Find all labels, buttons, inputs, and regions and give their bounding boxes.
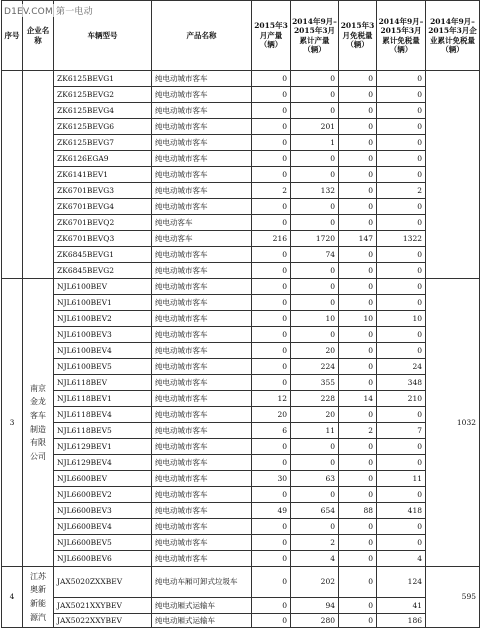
product-name-cell: 纯电动城市客车 [152, 71, 252, 87]
table-row [2, 598, 480, 614]
model-code-cell: ZK6125BEVG6 [54, 119, 152, 135]
tax-cum-cell: 418 [377, 503, 426, 519]
company-name-cell [23, 71, 54, 279]
prod-mar-cell: 0 [252, 71, 291, 87]
model-code-cell: NJL6100BEV2 [54, 311, 152, 327]
prod-mar-cell: 0 [252, 295, 291, 311]
model-code-cell: NJL6600BEV2 [54, 487, 152, 503]
tax-cum-cell: 0 [377, 119, 426, 135]
company-name-cell: 南京金龙客车制造有限公司 [23, 279, 54, 567]
product-name-cell: 纯电动城市客车 [152, 199, 252, 215]
model-code-cell: ZK6845BEVG2 [54, 263, 152, 279]
prod-mar-cell: 0 [252, 535, 291, 551]
prod-mar-cell: 6 [252, 423, 291, 439]
tax-cum-cell: 0 [377, 439, 426, 455]
tax-cum-cell: 1322 [377, 231, 426, 247]
product-name-cell: 纯电动厢式运输车 [152, 598, 252, 614]
prod-cum-cell: 0 [291, 263, 339, 279]
table-row [2, 295, 480, 311]
tax-cum-cell: 348 [377, 375, 426, 391]
tax-cum-cell: 0 [377, 247, 426, 263]
model-code-cell: NJL6100BEV4 [54, 343, 152, 359]
product-name-cell: 纯电动城市客车 [152, 487, 252, 503]
model-code-cell: NJL6100BEV3 [54, 327, 152, 343]
tax-mar-cell: 0 [339, 407, 377, 423]
model-code-cell: NJL6600BEV5 [54, 535, 152, 551]
header-company: 企业名称 [23, 1, 54, 71]
product-name-cell: 纯电动城市客车 [152, 343, 252, 359]
prod-cum-cell: 0 [291, 199, 339, 215]
table-row [2, 199, 480, 215]
tax-mar-cell: 2 [339, 423, 377, 439]
company-total-cell: 595 [426, 567, 480, 628]
product-name-cell: 纯电动城市客车 [152, 407, 252, 423]
tax-cum-cell: 0 [377, 151, 426, 167]
model-code-cell: JAX5021XXYBEV [54, 598, 152, 614]
product-name-cell: 纯电动城市客车 [152, 311, 252, 327]
prod-cum-cell: 63 [291, 471, 339, 487]
tax-mar-cell: 0 [339, 359, 377, 375]
tax-cum-cell: 4 [377, 551, 426, 567]
table-row [2, 535, 480, 551]
model-code-cell: NJL6118BEV [54, 375, 152, 391]
prod-mar-cell: 0 [252, 87, 291, 103]
tax-mar-cell: 0 [339, 327, 377, 343]
product-name-cell: 纯电动城市客车 [152, 359, 252, 375]
model-code-cell: NJL6600BEV4 [54, 519, 152, 535]
tax-mar-cell: 0 [339, 167, 377, 183]
model-code-cell: NJL6118BEV4 [54, 407, 152, 423]
product-name-cell: 纯电动城市客车 [152, 151, 252, 167]
prod-mar-cell: 0 [252, 263, 291, 279]
model-code-cell: NJL6129BEV1 [54, 439, 152, 455]
product-name-cell: 纯电动城市客车 [152, 375, 252, 391]
model-code-cell: NJL6118BEV5 [54, 423, 152, 439]
prod-mar-cell: 216 [252, 231, 291, 247]
tax-cum-cell: 210 [377, 391, 426, 407]
model-code-cell: NJL6100BEV1 [54, 295, 152, 311]
prod-mar-cell: 0 [252, 103, 291, 119]
product-name-cell: 纯电动城市客车 [152, 263, 252, 279]
table-row [2, 407, 480, 423]
model-code-cell: ZK6125BEVG2 [54, 87, 152, 103]
header-tax-cum: 2014年9月–2015年3月累计免税量（辆） [377, 1, 426, 71]
tax-cum-cell: 7 [377, 423, 426, 439]
seq-cell [2, 71, 23, 279]
table-row [2, 167, 480, 183]
prod-cum-cell: 0 [291, 87, 339, 103]
company-total-cell [426, 71, 480, 279]
prod-mar-cell: 0 [252, 247, 291, 263]
prod-cum-cell: 94 [291, 598, 339, 614]
model-code-cell: ZK6125BEVG1 [54, 71, 152, 87]
header-prod-cum: 2014年9月–2015年3月累计产量（辆） [291, 1, 339, 71]
product-name-cell: 纯电动城市客车 [152, 183, 252, 199]
tax-mar-cell: 147 [339, 231, 377, 247]
prod-mar-cell: 0 [252, 519, 291, 535]
prod-mar-cell: 0 [252, 551, 291, 567]
tax-cum-cell: 0 [377, 487, 426, 503]
prod-mar-cell: 0 [252, 119, 291, 135]
tax-mar-cell: 0 [339, 263, 377, 279]
table-row [2, 183, 480, 199]
prod-mar-cell: 0 [252, 199, 291, 215]
prod-cum-cell: 201 [291, 119, 339, 135]
tax-mar-cell: 0 [339, 471, 377, 487]
tax-cum-cell: 10 [377, 311, 426, 327]
tax-cum-cell: 0 [377, 215, 426, 231]
product-name-cell: 纯电动城市客车 [152, 423, 252, 439]
table-row [2, 375, 480, 391]
table-row [2, 87, 480, 103]
tax-cum-cell: 124 [377, 567, 426, 598]
prod-cum-cell: 0 [291, 439, 339, 455]
prod-cum-cell: 228 [291, 391, 339, 407]
table-row [2, 567, 480, 598]
table-row [2, 151, 480, 167]
prod-cum-cell: 11 [291, 423, 339, 439]
company-total-cell: 1032 [426, 279, 480, 567]
product-name-cell: 纯电动城市客车 [152, 119, 252, 135]
watermark: D1EV.COM 第一电动 [2, 4, 95, 17]
prod-cum-cell: 202 [291, 567, 339, 598]
tax-mar-cell: 0 [339, 103, 377, 119]
tax-mar-cell: 0 [339, 279, 377, 295]
prod-cum-cell: 0 [291, 519, 339, 535]
prod-cum-cell: 20 [291, 407, 339, 423]
tax-mar-cell: 0 [339, 199, 377, 215]
prod-mar-cell: 0 [252, 151, 291, 167]
tax-cum-cell: 41 [377, 598, 426, 614]
prod-mar-cell: 0 [252, 598, 291, 614]
prod-cum-cell: 0 [291, 295, 339, 311]
tax-cum-cell: 11 [377, 471, 426, 487]
header-company-total: 2014年9月–2015年3月企业累计免税量（辆） [426, 1, 480, 71]
tax-cum-cell: 0 [377, 327, 426, 343]
model-code-cell: NJL6600BEV6 [54, 551, 152, 567]
tax-mar-cell: 0 [339, 375, 377, 391]
tax-mar-cell: 0 [339, 455, 377, 471]
model-code-cell: NJL6118BEV1 [54, 391, 152, 407]
tax-mar-cell: 0 [339, 215, 377, 231]
model-code-cell: ZK6701BEVQ3 [54, 231, 152, 247]
prod-cum-cell: 0 [291, 151, 339, 167]
product-name-cell: 纯电动厢式运输车 [152, 614, 252, 628]
model-code-cell: ZK6125BEVG7 [54, 135, 152, 151]
tax-cum-cell: 24 [377, 359, 426, 375]
company-name-cell: 江苏奥新新能源汽 [23, 567, 54, 628]
prod-mar-cell: 12 [252, 391, 291, 407]
tax-mar-cell: 0 [339, 71, 377, 87]
product-name-cell: 纯电动客车 [152, 215, 252, 231]
model-code-cell: ZK6701BEVG4 [54, 199, 152, 215]
tax-cum-cell: 2 [377, 183, 426, 199]
prod-cum-cell: 654 [291, 503, 339, 519]
tax-mar-cell: 0 [339, 343, 377, 359]
model-code-cell: ZK6141BEV1 [54, 167, 152, 183]
tax-cum-cell: 0 [377, 135, 426, 151]
prod-cum-cell: 355 [291, 375, 339, 391]
tax-mar-cell: 0 [339, 598, 377, 614]
product-name-cell: 纯电动城市客车 [152, 455, 252, 471]
table-row [2, 487, 480, 503]
table-row [2, 359, 480, 375]
prod-cum-cell: 0 [291, 455, 339, 471]
tax-cum-cell: 0 [377, 455, 426, 471]
prod-cum-cell: 0 [291, 103, 339, 119]
product-name-cell: 纯电动城市客车 [152, 471, 252, 487]
product-name-cell: 纯电动城市客车 [152, 279, 252, 295]
tax-cum-cell: 0 [377, 407, 426, 423]
product-name-cell: 纯电动城市客车 [152, 103, 252, 119]
product-name-cell: 纯电动城市客车 [152, 167, 252, 183]
tax-mar-cell: 10 [339, 311, 377, 327]
prod-mar-cell: 0 [252, 375, 291, 391]
tax-cum-cell: 0 [377, 199, 426, 215]
tax-mar-cell: 0 [339, 614, 377, 628]
header-model: 车辆型号 [54, 1, 152, 71]
prod-mar-cell: 0 [252, 487, 291, 503]
tax-exemption-table [1, 0, 480, 628]
tax-mar-cell: 88 [339, 503, 377, 519]
model-code-cell: NJL6100BEV5 [54, 359, 152, 375]
table-row [2, 455, 480, 471]
table-row [2, 327, 480, 343]
table-row [2, 391, 480, 407]
table-row [2, 311, 480, 327]
table-row [2, 247, 480, 263]
table-row [2, 119, 480, 135]
product-name-cell: 纯电动城市客车 [152, 535, 252, 551]
prod-mar-cell: 0 [252, 327, 291, 343]
tax-cum-cell: 0 [377, 103, 426, 119]
product-name-cell: 纯电动客车 [152, 231, 252, 247]
tax-mar-cell: 0 [339, 487, 377, 503]
prod-cum-cell: 224 [291, 359, 339, 375]
table-row [2, 135, 480, 151]
tax-mar-cell: 0 [339, 519, 377, 535]
product-name-cell: 纯电动城市客车 [152, 551, 252, 567]
seq-cell: 3 [2, 279, 23, 567]
header-prod-mar: 2015年3月产量（辆） [252, 1, 291, 71]
model-code-cell: NJL6129BEV4 [54, 455, 152, 471]
model-code-cell: ZK6126EGA9 [54, 151, 152, 167]
prod-cum-cell: 0 [291, 327, 339, 343]
tax-cum-cell: 0 [377, 87, 426, 103]
table-row [2, 471, 480, 487]
tax-cum-cell: 0 [377, 519, 426, 535]
tax-cum-cell: 186 [377, 614, 426, 628]
prod-cum-cell: 0 [291, 71, 339, 87]
table-row [2, 279, 480, 295]
model-code-cell: NJL6600BEV [54, 471, 152, 487]
prod-cum-cell: 1720 [291, 231, 339, 247]
prod-mar-cell: 0 [252, 279, 291, 295]
product-name-cell: 纯电动城市客车 [152, 327, 252, 343]
prod-cum-cell: 4 [291, 551, 339, 567]
product-name-cell: 纯电动城市客车 [152, 503, 252, 519]
tax-cum-cell: 0 [377, 279, 426, 295]
tax-mar-cell: 0 [339, 151, 377, 167]
tax-mar-cell: 14 [339, 391, 377, 407]
table-body [2, 71, 480, 628]
model-code-cell: ZK6701BEVG3 [54, 183, 152, 199]
tax-mar-cell: 0 [339, 87, 377, 103]
table-row [2, 343, 480, 359]
product-name-cell: 纯电动城市客车 [152, 519, 252, 535]
header-product: 产品名称 [152, 1, 252, 71]
tax-mar-cell: 0 [339, 247, 377, 263]
model-code-cell: ZK6701BEVQ2 [54, 215, 152, 231]
product-name-cell: 纯电动城市客车 [152, 87, 252, 103]
prod-mar-cell: 0 [252, 135, 291, 151]
table-row [2, 103, 480, 119]
prod-mar-cell: 20 [252, 407, 291, 423]
model-code-cell: ZK6125BEVG4 [54, 103, 152, 119]
header-seq: 序号 [2, 1, 23, 71]
product-name-cell: 纯电动城市客车 [152, 247, 252, 263]
prod-cum-cell: 280 [291, 614, 339, 628]
prod-mar-cell: 0 [252, 311, 291, 327]
prod-cum-cell: 0 [291, 279, 339, 295]
tax-mar-cell: 0 [339, 119, 377, 135]
prod-mar-cell: 0 [252, 167, 291, 183]
prod-mar-cell: 0 [252, 567, 291, 598]
seq-cell: 4 [2, 567, 23, 628]
tax-mar-cell: 0 [339, 295, 377, 311]
product-name-cell: 纯电动城市客车 [152, 439, 252, 455]
model-code-cell: JAX5020ZXXBEV [54, 567, 152, 598]
table-row [2, 439, 480, 455]
tax-mar-cell: 0 [339, 535, 377, 551]
prod-cum-cell: 132 [291, 183, 339, 199]
prod-cum-cell: 0 [291, 167, 339, 183]
table-row [2, 614, 480, 628]
table-row [2, 231, 480, 247]
tax-cum-cell: 0 [377, 167, 426, 183]
model-code-cell: NJL6600BEV3 [54, 503, 152, 519]
prod-cum-cell: 1 [291, 135, 339, 151]
prod-mar-cell: 0 [252, 439, 291, 455]
product-name-cell: 纯电动城市客车 [152, 391, 252, 407]
model-code-cell: NJL6100BEV [54, 279, 152, 295]
product-name-cell: 纯电动城市客车 [152, 295, 252, 311]
table-row [2, 551, 480, 567]
tax-mar-cell: 0 [339, 439, 377, 455]
prod-cum-cell: 10 [291, 311, 339, 327]
table-row [2, 215, 480, 231]
product-name-cell: 纯电动城市客车 [152, 135, 252, 151]
tax-cum-cell: 0 [377, 535, 426, 551]
prod-mar-cell: 0 [252, 359, 291, 375]
tax-mar-cell: 0 [339, 183, 377, 199]
table-row [2, 263, 480, 279]
header-tax-mar: 2015年3月免税量（辆） [339, 1, 377, 71]
table-row [2, 503, 480, 519]
tax-cum-cell: 0 [377, 71, 426, 87]
prod-cum-cell: 2 [291, 535, 339, 551]
table-row [2, 423, 480, 439]
tax-mar-cell: 0 [339, 551, 377, 567]
prod-mar-cell: 0 [252, 614, 291, 628]
product-name-cell: 纯电动车厢可卸式垃圾车 [152, 567, 252, 598]
prod-mar-cell: 0 [252, 455, 291, 471]
prod-mar-cell: 2 [252, 183, 291, 199]
prod-cum-cell: 20 [291, 343, 339, 359]
tax-mar-cell: 0 [339, 135, 377, 151]
tax-cum-cell: 0 [377, 263, 426, 279]
tax-cum-cell: 0 [377, 343, 426, 359]
prod-cum-cell: 74 [291, 247, 339, 263]
prod-mar-cell: 0 [252, 343, 291, 359]
table-row [2, 71, 480, 87]
prod-mar-cell: 30 [252, 471, 291, 487]
prod-mar-cell: 49 [252, 503, 291, 519]
table-row [2, 519, 480, 535]
tax-cum-cell: 0 [377, 295, 426, 311]
prod-mar-cell: 0 [252, 215, 291, 231]
model-code-cell: JAX5022XXYBEV [54, 614, 152, 628]
prod-cum-cell: 0 [291, 215, 339, 231]
model-code-cell: ZK6845BEVG1 [54, 247, 152, 263]
prod-cum-cell: 0 [291, 487, 339, 503]
tax-mar-cell: 0 [339, 567, 377, 598]
